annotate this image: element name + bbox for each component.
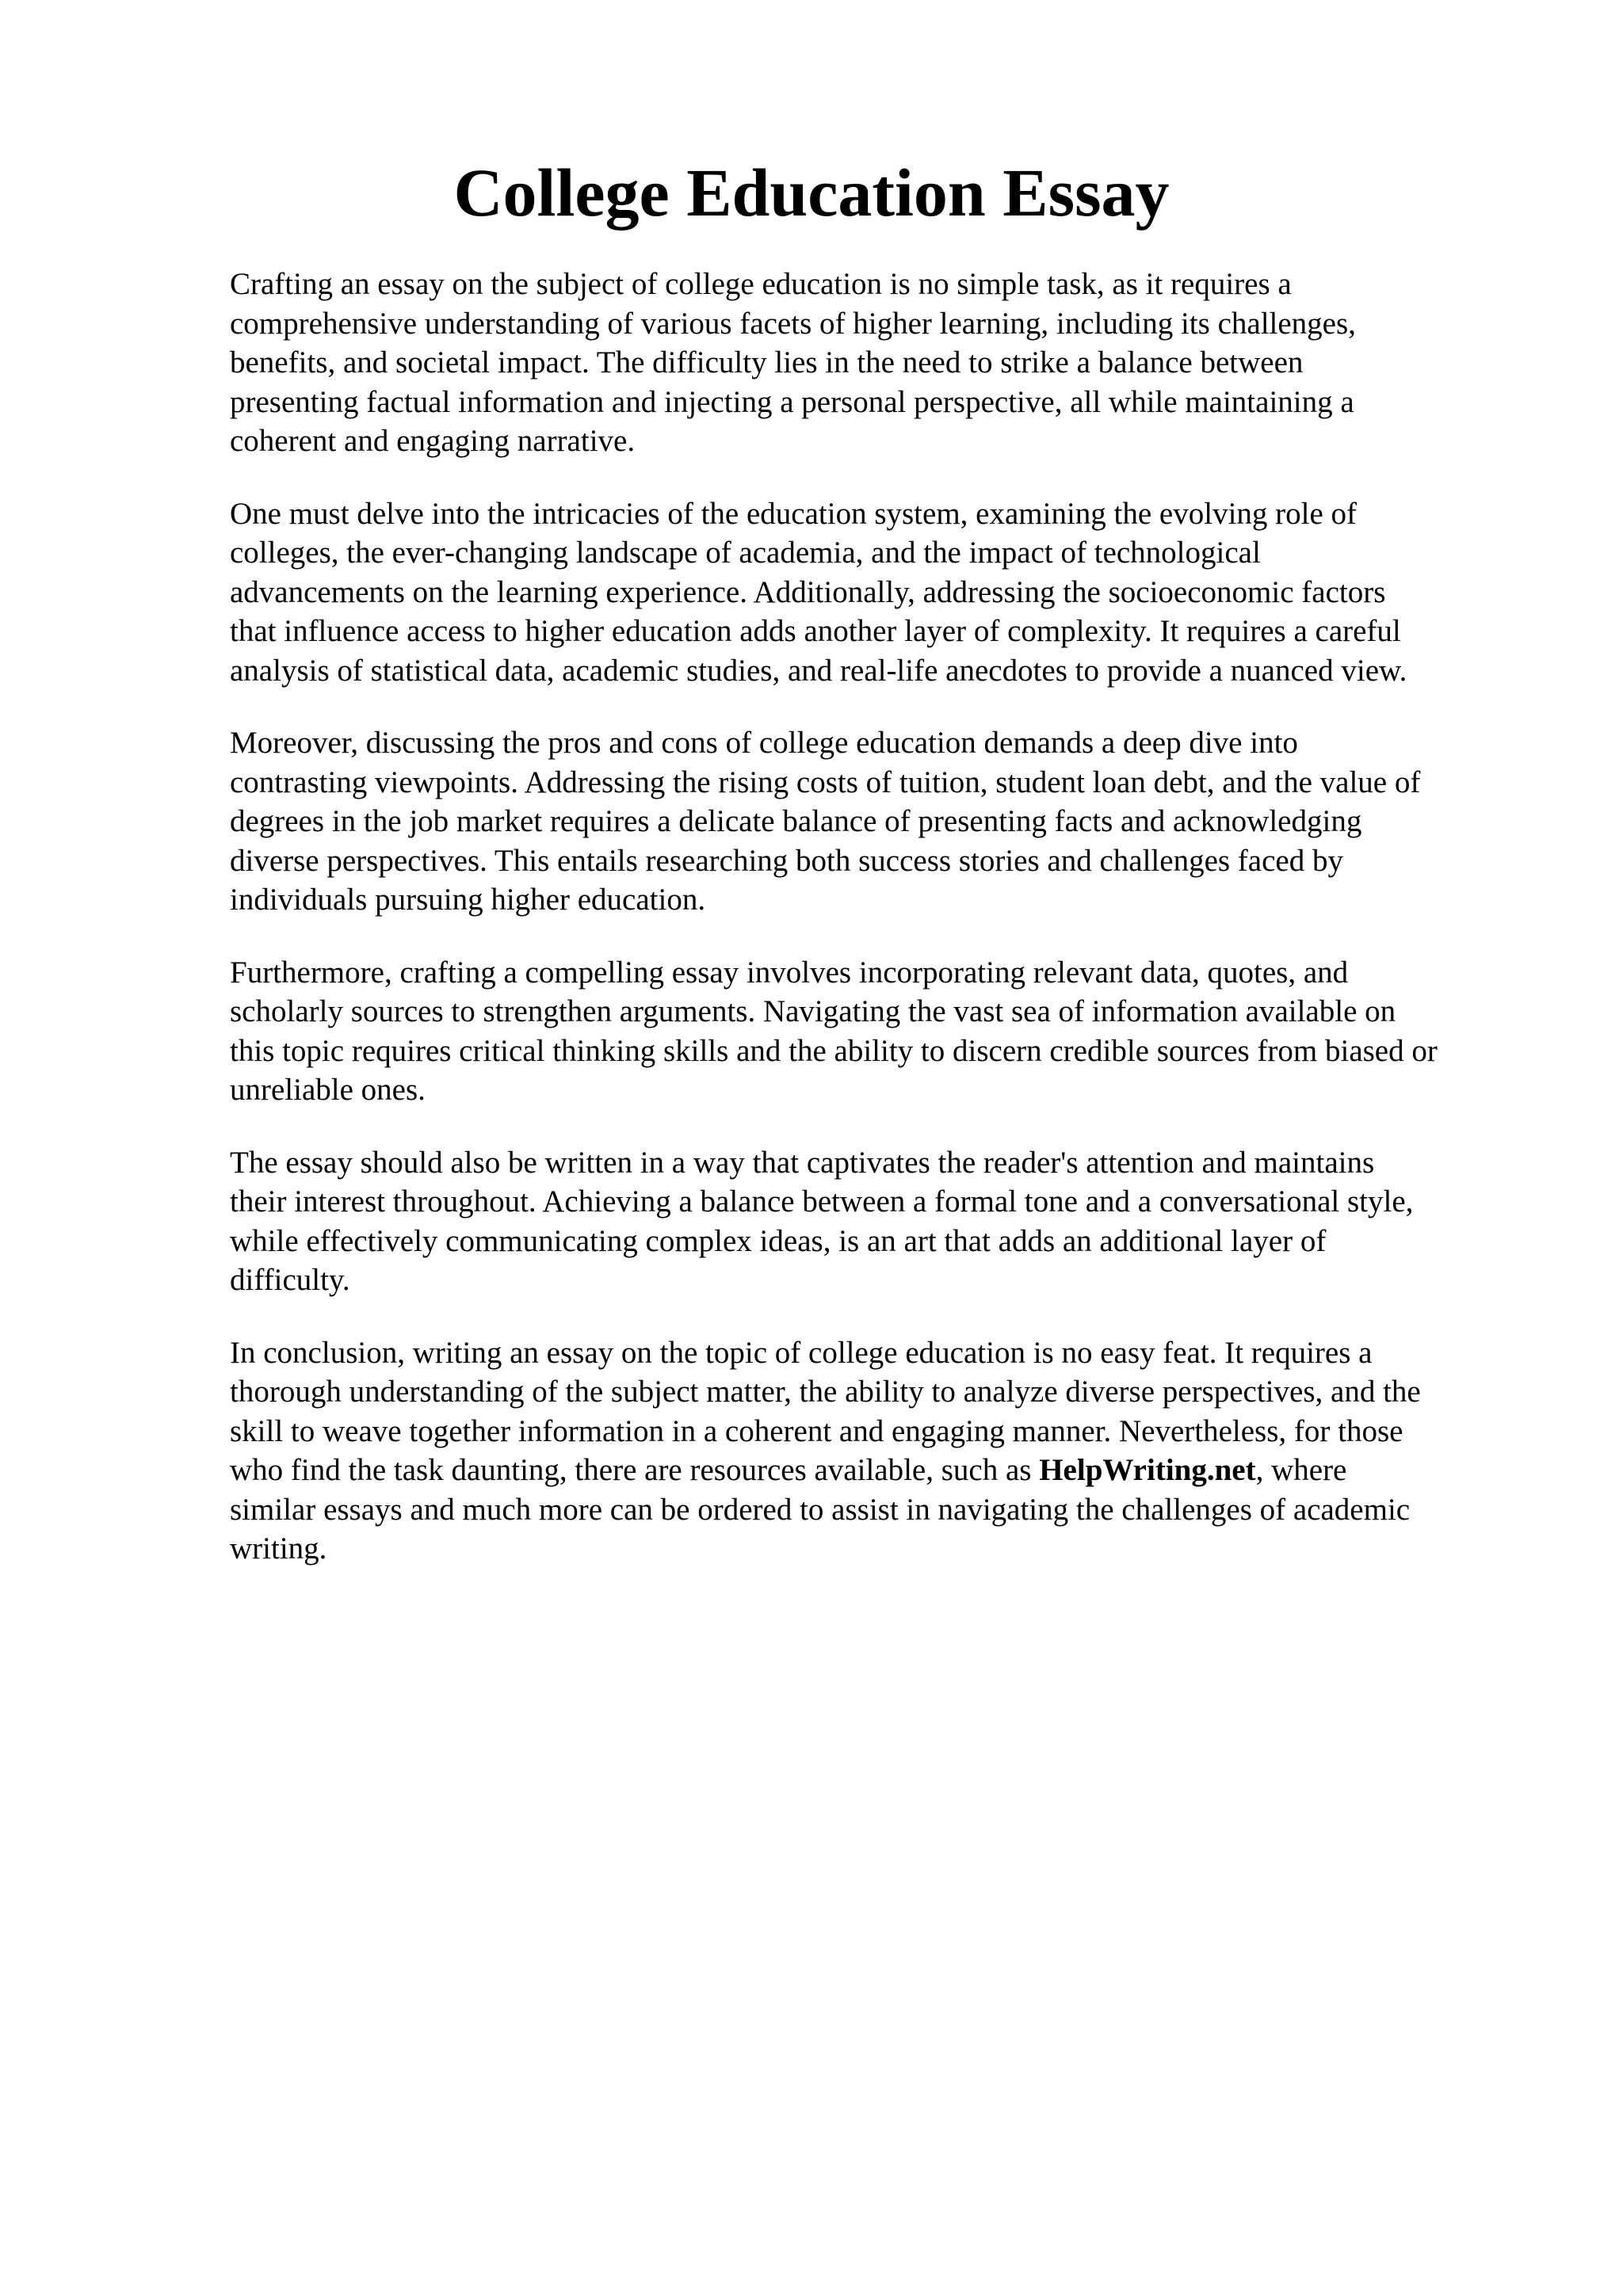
text-line: scholarly sources to strengthen arguments. Navigating the vast sea of information available on xyxy=(230,994,1396,1028)
text-line: unreliable ones. xyxy=(230,1073,426,1107)
text-line: colleges, the ever-changing landscape of academia, and the impact of technological xyxy=(230,536,1261,570)
text-line-with-link xyxy=(230,1451,1529,1490)
text-line: Crafting an essay on the subject of college education is no simple task, as it requires a xyxy=(230,267,1292,301)
text-line: difficulty. xyxy=(230,1263,350,1297)
text-line: contrasting viewpoints. Addressing the rising costs of tuition, student loan debt, and the value of xyxy=(230,765,1421,799)
text-line: One must delve into the intricacies of the education system, examining the evolving role of xyxy=(230,496,1358,531)
text-line: diverse perspectives. This entails researching both success stories and challenges faced by xyxy=(230,843,1343,878)
text-line: skill to weave together information in a coherent and engaging manner. Nevertheless, for those xyxy=(230,1413,1403,1448)
helpwriting-link[interactable]: HelpWriting.net xyxy=(1039,1453,1256,1487)
text-line: In conclusion, writing an essay on the topic of college education is no easy feat. It requires a xyxy=(230,1335,1373,1370)
text-line: writing. xyxy=(230,1531,327,1566)
text-line: while effectively communicating complex ideas, is an art that adds an additional layer of xyxy=(230,1223,1327,1258)
text-line: similar essays and much more can be ordered to assist in navigating the challenges of academic xyxy=(230,1492,1411,1527)
text-line: The essay should also be written in a way that captivates the reader's attention and maintains xyxy=(230,1145,1375,1180)
paragraph-4 xyxy=(230,953,1529,1110)
text-line: degrees in the job market requires a delicate balance of presenting facts and acknowledging xyxy=(230,804,1362,838)
text-line: thorough understanding of the subject matter, the ability to analyze diverse perspectives, and the xyxy=(230,1375,1421,1409)
link-line-after: , where xyxy=(1255,1453,1347,1487)
paragraph-6 xyxy=(230,1333,1529,1569)
paragraph-2 xyxy=(230,494,1529,691)
text-line: coherent and engaging narrative. xyxy=(230,424,636,458)
text-line: benefits, and societal impact. The difficulty lies in the need to strike a balance between xyxy=(230,345,1304,379)
text-line: analysis of statistical data, academic studies, and real-life anecdotes to provide a nuanced view. xyxy=(230,653,1407,688)
text-line: individuals pursuing higher education. xyxy=(230,883,706,917)
text-line: Moreover, discussing the pros and cons of college education demands a deep dive into xyxy=(230,726,1298,760)
text-line: advancements on the learning experience. Additionally, addressing the socioeconomic factors xyxy=(230,574,1386,609)
text-line: presenting factual information and injecting a personal perspective, all while maintaining a xyxy=(230,384,1354,419)
text-line: Furthermore, crafting a compelling essay involves incorporating relevant data, quotes, and xyxy=(230,955,1349,990)
text-line: their interest throughout. Achieving a balance between a formal tone and a conversational style, xyxy=(230,1184,1414,1219)
paragraph-3 xyxy=(230,723,1529,920)
page-title: College Education Essay xyxy=(453,154,1170,231)
text-line: this topic requires critical thinking skills and the ability to discern credible sources from biased or xyxy=(230,1033,1438,1068)
paragraph-5 xyxy=(230,1143,1529,1300)
paragraph-1 xyxy=(230,265,1529,461)
essay-body xyxy=(230,265,1529,1602)
text-line: that influence access to higher education adds another layer of complexity. It requires a careful xyxy=(230,614,1401,648)
text-line: comprehensive understanding of various facets of higher learning, including its challenges, xyxy=(230,306,1356,341)
link-line-before: who find the task daunting, there are resources available, such as xyxy=(230,1453,1040,1487)
